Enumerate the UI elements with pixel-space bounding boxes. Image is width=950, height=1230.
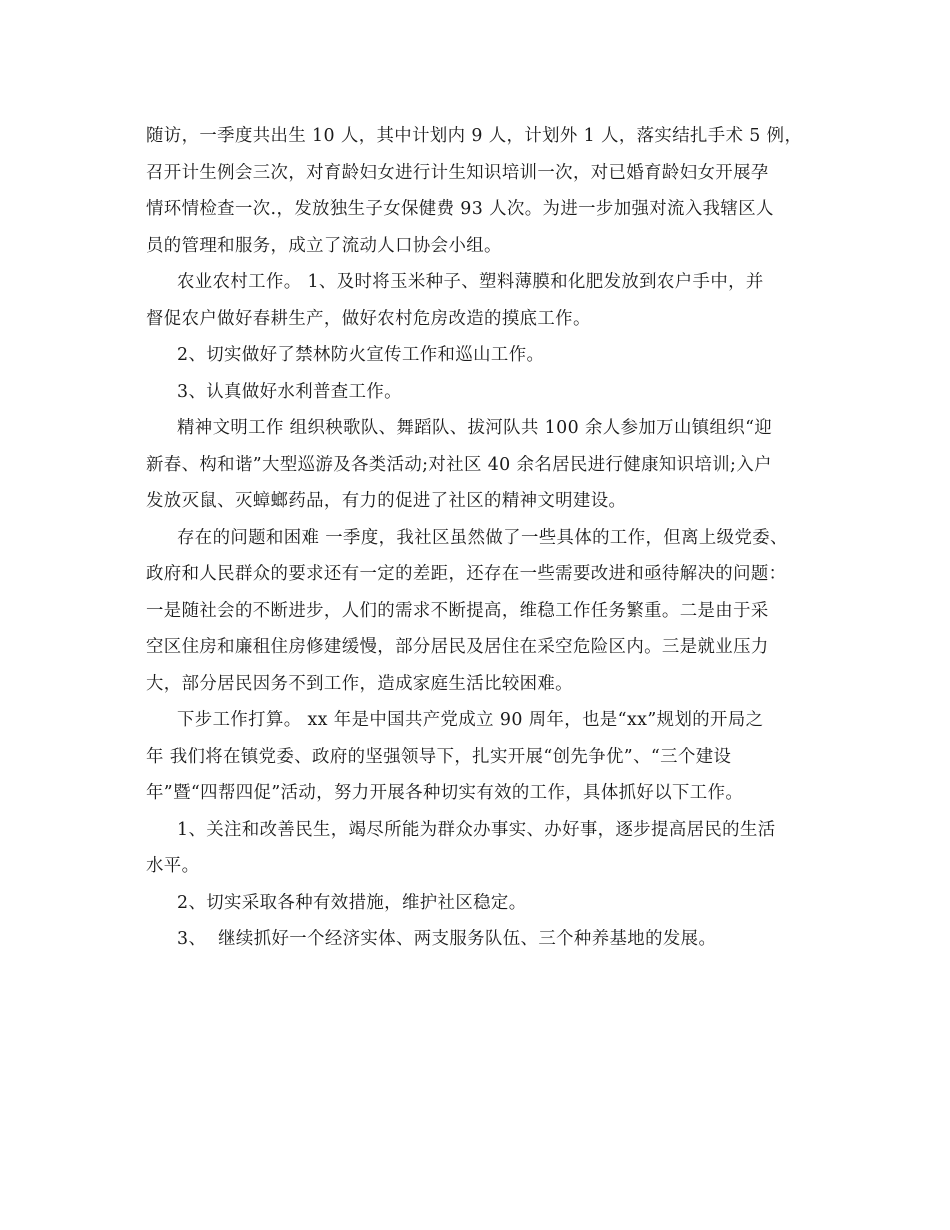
text-line: 随访，一季度共出生 10 人，其中计划内 9 人，计划外 1 人，落实结扎手术 5 例， xyxy=(146,126,803,146)
text-line: 大，部分居民因务不到工作，造成家庭生活比较困难。 xyxy=(146,673,573,694)
text-line: 2、切实采取各种有效措施，维护社区稳定。 xyxy=(177,892,527,913)
text-line: 员的管理和服务，成立了流动人口协会小组。 xyxy=(146,235,502,256)
text-line: 农业农村工作。 1、及时将玉米种子、塑料薄膜和化肥发放到农户手中，并 xyxy=(177,272,764,292)
text-line: 水平。 xyxy=(146,856,200,876)
text-line: 精神文明工作 组织秧歌队、舞蹈队、拔河队共 100 余人参加万山镇组织“迎 xyxy=(177,418,773,438)
text-line: 3、认真做好水利普查工作。 xyxy=(177,381,402,402)
text-line: 下步工作打算。 xx 年是中国共产党成立 90 周年，也是“xx”规划的开局之 xyxy=(177,710,764,730)
text-line: 一是随社会的不断进步，人们的需求不断提高，维稳工作任务繁重。二是由于采 xyxy=(146,600,769,621)
text-line: 3、 继续抓好一个经济实体、两支服务队伍、三个种养基地的发展。 xyxy=(177,929,717,949)
text-line: 2、切实做好了禁林防火宣传工作和巡山工作。 xyxy=(177,345,545,365)
text-line: 情环情检查一次.，发放独生子女保健费 93 人次。为进一步加强对流入我辖区人 xyxy=(146,199,774,219)
text-line: 1、关注和改善民生，竭尽所能为群众办事实、办好事，逐步提高居民的生活 xyxy=(177,819,776,840)
text-line: 存在的问题和困难 一季度，我社区虽然做了一些具体的工作，但离上级党委、 xyxy=(177,527,788,548)
text-line: 督促农户做好春耕生产，做好农村危房改造的摸底工作。 xyxy=(146,308,591,329)
text-line: 新春、构和谐”大型巡游及各类活动;对社区 40 余名居民进行健康知识培训;入户 xyxy=(146,454,772,475)
document-body xyxy=(146,118,811,958)
text-line: 政府和人民群众的要求还有一定的差距，还存在一些需要改进和亟待解决的问题： xyxy=(146,564,787,584)
text-line: 空区住房和廉租住房修建缓慢，部分居民及居住在采空危险区内。三是就业压力 xyxy=(146,637,769,657)
text-line: 发放灭鼠、灭蟑螂药品，有力的促进了社区的精神文明建设。 xyxy=(146,491,627,511)
text-line: 召开计生例会三次，对育龄妇女进行计生知识培训一次，对已婚育龄妇女开展孕 xyxy=(146,162,769,183)
text-line: 年”暨“四帮四促”活动，努力开展各种切实有效的工作，具体抓好以下工作。 xyxy=(146,783,744,803)
text-line: 年 我们将在镇党委、政府的坚强领导下，扎实开展“创先争优”、“三个建设 xyxy=(146,746,732,767)
